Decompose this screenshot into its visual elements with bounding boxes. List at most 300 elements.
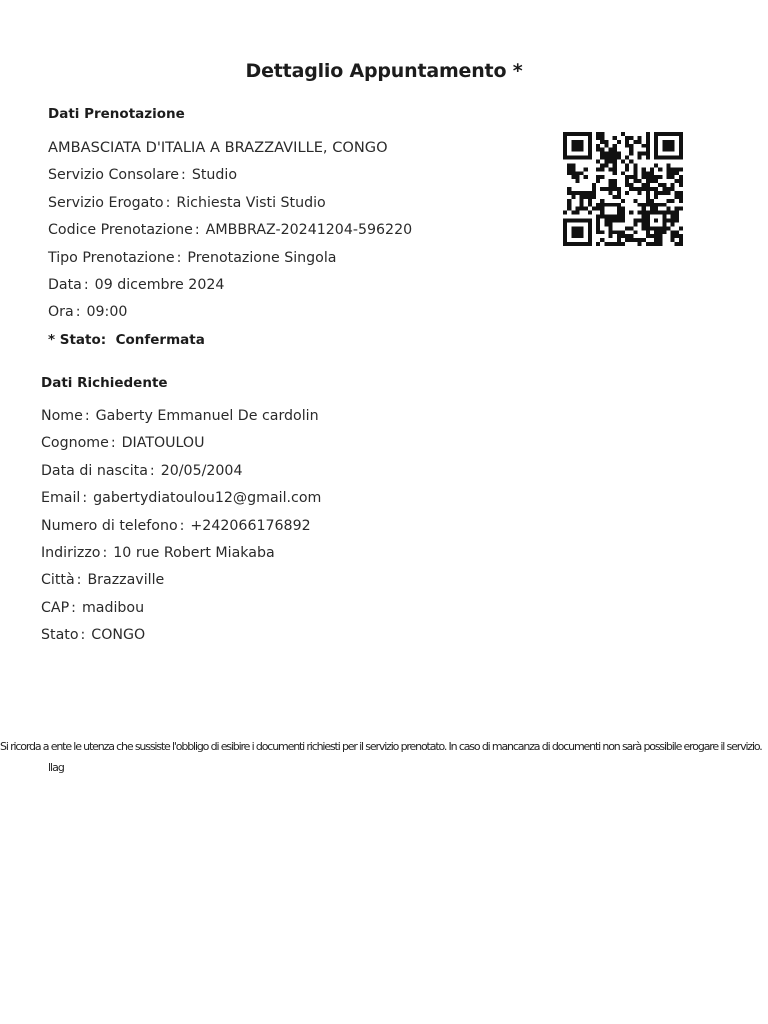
qr-module (675, 218, 679, 222)
section-heading-prenotazione: Dati Prenotazione (48, 106, 185, 122)
qr-module (646, 156, 650, 160)
qr-module (662, 191, 666, 195)
qr-module (633, 199, 637, 203)
embassy-name: AMBASCIATA D'ITALIA A BRAZZAVILLE, CONGO (48, 139, 388, 156)
qr-module (609, 187, 613, 191)
qr-module (596, 242, 600, 246)
qr-module (617, 234, 621, 238)
field-value: +242066176892 (190, 517, 311, 534)
qr-module (613, 215, 617, 219)
qr-module (613, 195, 617, 199)
qr-module (662, 187, 666, 191)
qr-module (571, 191, 575, 195)
qr-module (679, 183, 683, 187)
qr-module (613, 152, 617, 156)
qr-module (575, 171, 579, 175)
qr-module (671, 222, 675, 226)
field-separator: : (84, 408, 90, 424)
field-value: 20/05/2004 (160, 462, 243, 479)
qr-module (671, 218, 675, 222)
qr-module (658, 167, 662, 171)
field-separator: : (82, 490, 88, 507)
qr-module (646, 234, 650, 238)
qr-module (642, 152, 646, 156)
qr-module (613, 179, 617, 183)
field-label: Indirizzo (41, 544, 101, 561)
qr-module (625, 191, 629, 195)
qr-module (658, 242, 662, 246)
qr-module (633, 171, 637, 175)
qr-module (613, 203, 617, 207)
qr-module (637, 140, 641, 144)
qr-module (617, 140, 621, 144)
qr-module (625, 140, 629, 144)
field-label: Codice Prenotazione (48, 222, 193, 239)
qr-module (621, 160, 625, 164)
qr-module (592, 191, 596, 195)
qr-module (571, 211, 575, 215)
field-ora (48, 302, 412, 329)
qr-module (625, 234, 629, 238)
field-label: Servizio Erogato (48, 194, 164, 211)
qr-module (613, 218, 617, 222)
qr-module (675, 171, 679, 175)
qr-module (563, 211, 567, 215)
field-value: 10 rue Robert Miakaba (113, 544, 275, 561)
qr-module (633, 230, 637, 234)
qr-module (617, 215, 621, 219)
field-data (48, 275, 412, 302)
qr-module (633, 222, 637, 226)
qr-module (588, 199, 592, 203)
qr-module (600, 148, 604, 152)
qr-module (617, 195, 621, 199)
qr-module (646, 171, 650, 175)
qr-module (621, 171, 625, 175)
qr-module (650, 242, 654, 246)
qr-module (646, 140, 650, 144)
qr-module (604, 222, 608, 226)
qr-module (679, 226, 683, 230)
qr-module (575, 179, 579, 183)
qr-module (654, 234, 658, 238)
field-email (41, 488, 321, 515)
qr-module (588, 203, 592, 207)
qr-module (600, 167, 604, 171)
field-value: 09:00 (86, 304, 128, 321)
qr-module (625, 238, 629, 242)
qr-module (571, 140, 583, 152)
field-value: DIATOULOU (121, 435, 205, 452)
qr-module (596, 160, 600, 164)
qr-module (596, 136, 600, 140)
qr-module (621, 242, 625, 246)
qr-module (596, 179, 600, 183)
qr-module (637, 136, 641, 140)
field-separator: : (110, 435, 116, 452)
qr-module (571, 175, 575, 179)
qr-module (629, 160, 633, 164)
qr-module (596, 144, 600, 148)
qr-module (633, 167, 637, 171)
qr-module (609, 152, 613, 156)
qr-module (609, 191, 613, 195)
qr-module (646, 191, 650, 195)
qr-module (609, 234, 613, 238)
qr-module (629, 226, 633, 230)
field-label: CAP (41, 599, 70, 616)
field-separator: : (83, 276, 89, 293)
qr-module (604, 152, 608, 156)
qr-module (609, 179, 613, 183)
qr-module (666, 163, 670, 167)
qr-module (592, 187, 596, 191)
field-nome (41, 406, 321, 433)
qr-module (642, 203, 646, 207)
field-value: Brazzaville (87, 572, 165, 589)
qr-module (600, 175, 604, 179)
qr-module (654, 218, 658, 222)
qr-module (625, 179, 629, 183)
qr-module (654, 238, 658, 242)
qr-module (654, 191, 658, 195)
qr-module (617, 230, 621, 234)
qr-module (650, 234, 654, 238)
field-value: AMBBRAZ-20241204-596220 (205, 222, 413, 239)
documents-notice: Si ricorda a ente le utenza che sussiste l'obbligo di esibire i documenti richiesti per il servizio prenotato. In caso di mancanza di documenti non sarà possibile erogare il servizio. (0, 740, 762, 753)
qr-module (633, 238, 637, 242)
qr-module (637, 203, 641, 207)
qr-module (646, 148, 650, 152)
qr-module (658, 234, 662, 238)
field-label: Nome (41, 408, 83, 424)
field-separator: : (76, 572, 82, 589)
qr-module (671, 171, 675, 175)
qr-module (613, 242, 617, 246)
field-separator: : (181, 167, 186, 184)
qr-module (658, 191, 662, 195)
field-separator: : (149, 462, 155, 479)
qr-module (642, 238, 646, 242)
qr-module (596, 226, 600, 230)
qr-module (600, 238, 604, 242)
qr-module (600, 140, 604, 144)
qr-module (671, 167, 675, 171)
qr-module (675, 234, 679, 238)
qr-module (637, 242, 641, 246)
qr-module (592, 183, 596, 187)
qr-module (625, 136, 629, 140)
qr-module (658, 230, 662, 234)
qr-module (584, 195, 588, 199)
qr-module (629, 238, 633, 242)
qr-module (621, 132, 625, 136)
qr-module (600, 187, 604, 191)
qr-module (671, 215, 675, 219)
field-label: Cognome (41, 435, 109, 452)
qr-module (621, 218, 625, 222)
qr-module (580, 203, 584, 207)
qr-module (571, 163, 575, 167)
qr-module (600, 163, 604, 167)
qr-module (567, 199, 571, 203)
field-label: Data di nascita (41, 462, 148, 479)
qr-module (629, 175, 633, 179)
status-label: * Stato: (48, 331, 107, 348)
qr-module (629, 234, 633, 238)
qr-module (671, 211, 675, 215)
qr-module (600, 203, 604, 207)
qr-module (596, 132, 600, 136)
qr-module (642, 183, 646, 187)
qr-module (633, 179, 637, 183)
qr-module (567, 207, 571, 211)
qr-module (662, 183, 666, 187)
qr-module (637, 187, 641, 191)
field-codice-prenotazione (48, 220, 412, 247)
field-value: Gaberty Emmanuel De cardolin (95, 408, 319, 424)
qr-module (658, 183, 662, 187)
qr-module (671, 234, 675, 238)
qr-module (637, 179, 641, 183)
field-label: Numero di telefono (41, 517, 178, 534)
qr-module (621, 215, 625, 219)
qr-module (633, 218, 637, 222)
qr-module (650, 167, 654, 171)
field-separator: : (102, 544, 108, 561)
qr-module (650, 203, 654, 207)
qr-module (613, 163, 617, 167)
field-separator: : (80, 627, 86, 644)
qr-module (604, 144, 608, 148)
qr-module (604, 163, 608, 167)
qr-module (646, 187, 650, 191)
field-data-nascita (41, 461, 321, 488)
qr-module (617, 203, 621, 207)
qr-module (613, 187, 617, 191)
qr-module (571, 171, 575, 175)
qr-module (679, 167, 683, 171)
qr-module (637, 218, 641, 222)
qr-module (679, 238, 683, 242)
qr-module (621, 199, 625, 203)
qr-module (567, 171, 571, 175)
qr-module (617, 191, 621, 195)
qr-module (600, 215, 604, 219)
qr-module (675, 179, 679, 183)
qr-module (642, 218, 646, 222)
qr-module (621, 211, 625, 215)
field-label: Servizio Consolare (48, 167, 180, 184)
qr-module (642, 175, 646, 179)
qr-module (575, 207, 579, 211)
qr-module (642, 144, 646, 148)
qr-module (666, 171, 670, 175)
qr-module (613, 183, 617, 187)
qr-module (584, 207, 588, 211)
qr-module (666, 207, 670, 211)
qr-module (666, 218, 670, 222)
field-value: gabertydiatoulou12@gmail.com (93, 490, 322, 507)
qr-module (642, 222, 646, 226)
qr-module (625, 163, 629, 167)
qr-module (613, 230, 617, 234)
qr-module (580, 199, 584, 203)
qr-module (629, 136, 633, 140)
qr-module (596, 203, 600, 207)
qr-module (658, 238, 662, 242)
qr-module (584, 167, 588, 171)
qr-module (613, 156, 617, 160)
field-cap (41, 598, 321, 625)
qr-module (675, 230, 679, 234)
qr-module (613, 167, 617, 171)
field-value: CONGO (91, 627, 146, 644)
qr-module (617, 242, 621, 246)
qr-module (629, 148, 633, 152)
qr-module (604, 215, 608, 219)
qr-module (666, 167, 670, 171)
field-cognome (41, 433, 321, 460)
qr-module (633, 175, 637, 179)
qr-module (629, 211, 633, 215)
qr-module (666, 199, 670, 203)
qr-module (675, 195, 679, 199)
qr-module (613, 160, 617, 164)
field-separator: : (165, 194, 171, 211)
qr-module (571, 226, 583, 238)
qr-module (600, 211, 604, 215)
qr-module (609, 203, 613, 207)
qr-module (646, 144, 650, 148)
qr-module (604, 218, 608, 222)
qr-module (625, 175, 629, 179)
qr-module (567, 203, 571, 207)
qr-module (642, 171, 646, 175)
field-separator: : (194, 222, 200, 239)
qr-module (637, 211, 641, 215)
qr-module (588, 195, 592, 199)
qr-module (613, 144, 617, 148)
qr-module (567, 187, 571, 191)
qr-module (567, 167, 571, 171)
qr-module (617, 156, 621, 160)
qr-module (671, 183, 675, 187)
qr-module (600, 132, 604, 136)
qr-module (604, 160, 608, 164)
qr-module (580, 191, 584, 195)
qr-module (567, 163, 571, 167)
qr-module (679, 242, 683, 246)
qr-module (609, 222, 613, 226)
field-telefono (41, 516, 321, 543)
field-label: Data (48, 276, 82, 293)
qr-module (679, 195, 683, 199)
qr-module (675, 191, 679, 195)
qr-module (646, 203, 650, 207)
qr-module (621, 234, 625, 238)
qr-module (609, 242, 613, 246)
qr-module (675, 167, 679, 171)
qr-module (575, 175, 579, 179)
qr-module (617, 238, 621, 242)
qr-module (675, 242, 679, 246)
qr-module (625, 167, 629, 171)
qr-code-icon (563, 132, 683, 246)
qr-module (658, 203, 662, 207)
qr-module (617, 207, 621, 211)
qr-module (666, 226, 670, 230)
qr-module (654, 207, 658, 211)
qr-module (646, 175, 650, 179)
qr-module (654, 175, 658, 179)
field-servizio-consolare (48, 165, 412, 192)
qr-module (654, 187, 658, 191)
qr-module (609, 183, 613, 187)
qr-module (609, 226, 613, 230)
qr-module (588, 191, 592, 195)
qr-module (629, 152, 633, 156)
qr-module (596, 148, 600, 152)
qr-module (637, 156, 641, 160)
qr-module (600, 136, 604, 140)
qr-module (658, 175, 662, 179)
status-badge: Confermata (115, 331, 205, 348)
field-label: Ora (48, 304, 74, 321)
field-servizio-erogato (48, 193, 412, 220)
qr-module (679, 234, 683, 238)
qr-module (666, 211, 670, 215)
qr-module (604, 242, 608, 246)
qr-module (629, 144, 633, 148)
qr-module (617, 211, 621, 215)
qr-module (671, 187, 675, 191)
qr-module (600, 199, 604, 203)
qr-module (625, 156, 629, 160)
qr-module (613, 171, 617, 175)
field-value: Prenotazione Singola (187, 249, 337, 266)
qr-module (642, 167, 646, 171)
qr-module (592, 195, 596, 199)
qr-module (596, 207, 600, 211)
qr-module (679, 191, 683, 195)
qr-module (600, 207, 604, 211)
page-title: Dettaglio Appuntamento * (245, 60, 523, 82)
qr-module (650, 171, 654, 175)
qr-module (679, 199, 683, 203)
field-separator: : (179, 517, 185, 534)
field-label: Tipo Prenotazione (48, 249, 175, 266)
qr-module (575, 211, 579, 215)
qr-module (646, 230, 650, 234)
qr-module (575, 191, 579, 195)
qr-module (654, 179, 658, 183)
qr-module (621, 230, 625, 234)
qr-module (646, 242, 650, 246)
qr-module (633, 187, 637, 191)
qr-module (600, 156, 604, 160)
qr-module (609, 230, 613, 234)
qr-module (604, 187, 608, 191)
qr-module (646, 136, 650, 140)
qr-module (604, 140, 608, 144)
qr-module (609, 215, 613, 219)
qr-module (642, 187, 646, 191)
qr-module (580, 195, 584, 199)
qr-module (629, 187, 633, 191)
qr-module (571, 195, 575, 199)
qr-module (662, 203, 666, 207)
